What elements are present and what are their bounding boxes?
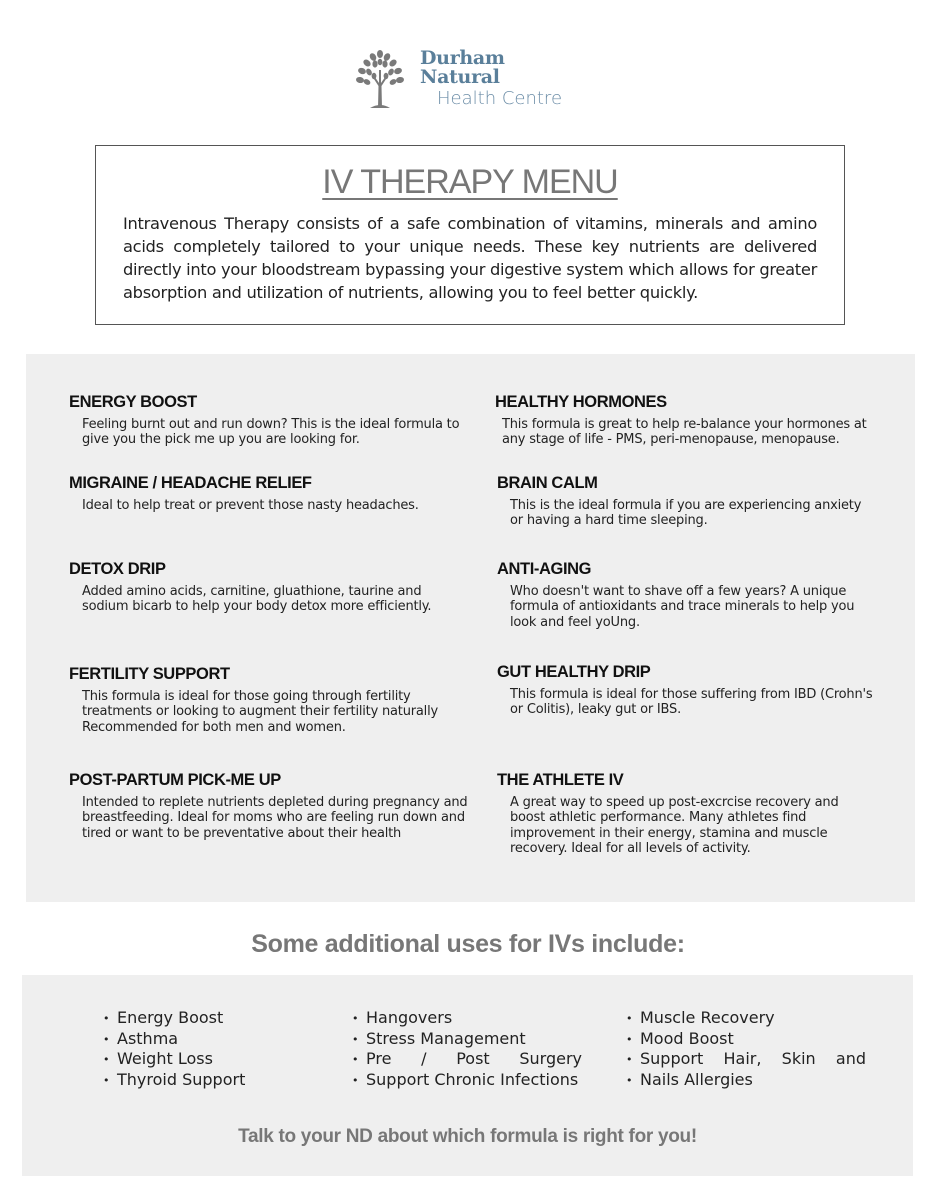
list-item: • Weight Loss [103,1049,303,1070]
list-item: • Pre / Post Surgery [352,1049,582,1070]
menu-item-title: DETOX DRIP [69,560,166,578]
list-item: • Energy Boost [103,1008,303,1029]
intro-box [95,145,845,325]
menu-item-description: This formula is ideal for those suffering from IBD (Crohn's or Colitis), leaky gut or IBS. [510,687,873,718]
additional-uses-heading: Some additional uses for IVs include: [251,930,685,958]
closing-call-to-action: Talk to your ND about which formula is right for you! [238,1126,697,1147]
list-item: • Stress Management [352,1029,582,1050]
intro-paragraph: Intravenous Therapy consists of a safe combination of vitamins, minerals and amino acids completely tailored to your unique needs. These key nutrients are delivered directly into your bloodstream bypassing your digestive system which allows for greater absorption and utilization of nutrients, allowing you to feel better quickly. [123,214,818,302]
menu-item-title: ENERGY BOOST [69,393,197,411]
list-item: • Thyroid Support [103,1070,303,1091]
list-item: • Support Chronic Infections [352,1070,582,1091]
page-title: IV THERAPY MENU [322,163,618,201]
menu-item-description: A great way to speed up post-excrcise recovery and boost athletic performance. Many athletes find improvement in their energy, stamina and muscle recovery. Ideal for all levels of activity. [510,795,839,856]
menu-item-description: Who doesn't want to shave off a few years? A unique formula of antioxidants and trace minerals to help you look and feel yoUng. [510,584,855,630]
list-item: • Support Hair, Skin and [626,1049,866,1070]
menu-item-description: Feeling burnt out and run down? This is the ideal formula to give you the pick me up you are looking for. [82,417,460,448]
menu-item-title: ANTI-AGING [497,560,592,578]
menu-item-description: This formula is ideal for those going through fertility treatments or looking to augment their fertility naturally Recommended for both men and women. [82,689,438,735]
logo-name-line2: Health Centre [437,87,563,109]
menu-item-description: Intended to replete nutrients depleted during pregnancy and breastfeeding. Ideal for moms who are feeling run down and tired or want to be preventative about their health [82,795,468,841]
logo-name-line1: Durham Natural [420,46,505,88]
menu-item-title: POST-PARTUM PICK-ME UP [69,771,281,789]
tree-icon [348,46,412,110]
menu-item-migraine-headache-relief [69,473,469,513]
menu-item-description: Added amino acids, carnitine, gluathione, taurine and sodium bicarb to help your body detox more efficiently. [82,584,432,615]
menu-item-title: BRAIN CALM [497,474,598,492]
list-item: • Asthma [103,1029,303,1050]
menu-item-title: FERTILITY SUPPORT [69,665,230,683]
menu-item-fertility-support [69,664,469,735]
logo [348,46,588,110]
menu-item-description: Ideal to help treat or prevent those nasty headaches. [82,498,419,513]
menu-item-title: GUT HEALTHY DRIP [497,663,651,681]
menu-item-detox-drip [69,559,469,615]
uses-list-column-3 [626,1008,866,1090]
menu-item-post-partum-pick-me-up [69,770,469,841]
list-item: • Muscle Recovery [626,1008,866,1029]
logo-text [420,46,588,109]
menu-item-healthy-hormones [495,392,875,448]
menu-item-the-athlete-iv [497,770,877,856]
therapy-menu-panel [26,354,915,902]
menu-item-description: This is the ideal formula if you are experiencing anxiety or having a hard time sleeping. [510,498,862,529]
menu-item-title: THE ATHLETE IV [497,771,624,789]
menu-item-anti-aging [497,559,877,630]
menu-item-brain-calm [497,473,877,529]
uses-list-column-1 [103,1008,303,1090]
list-item: • Nails Allergies [626,1070,866,1091]
menu-item-energy-boost [69,392,469,448]
uses-list-column-2 [352,1008,582,1090]
list-item: • Mood Boost [626,1029,866,1050]
menu-item-title: MIGRAINE / HEADACHE RELIEF [69,474,312,492]
additional-uses-panel [22,975,913,1176]
menu-item-title: HEALTHY HORMONES [495,393,667,411]
menu-item-description: This formula is great to help re-balance your hormones at any stage of life - PMS, peri-menopause, menopause. [502,417,867,448]
list-item: • Hangovers [352,1008,582,1029]
menu-item-gut-healthy-drip [497,662,877,718]
